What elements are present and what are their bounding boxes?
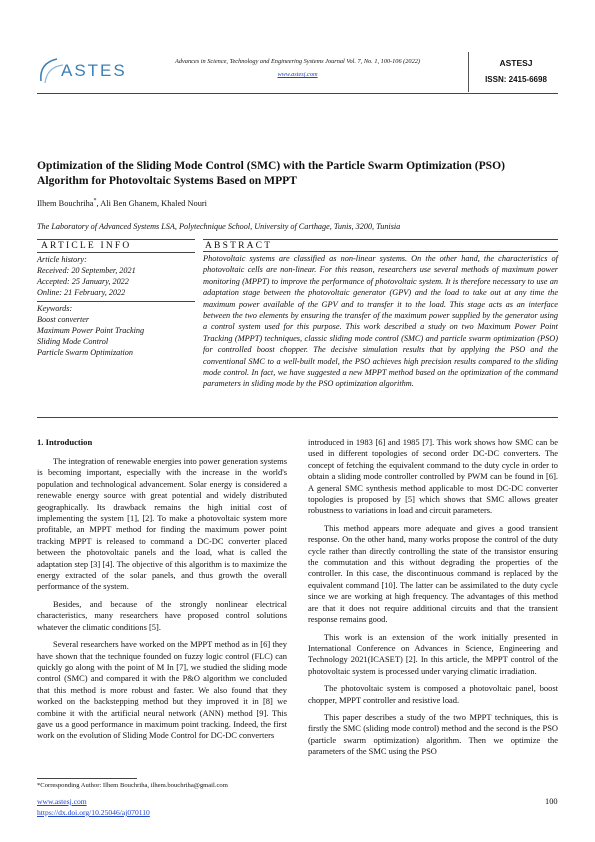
article-info-heading: ARTICLE INFO xyxy=(41,241,132,251)
paragraph: Besides, and because of the strongly nonlinear electrical characteristics, many researchers have proposed control solutions whatever the climatic conditions [5]. xyxy=(37,598,287,632)
history-line: Accepted: 25 January, 2022 xyxy=(37,277,129,286)
history-line: Article history: xyxy=(37,255,87,264)
paragraph: The photovoltaic system is composed a photovoltaic panel, boost chopper, MPPT controller and resistive load. xyxy=(308,683,558,705)
abstract-rule xyxy=(203,251,558,252)
journal-website-link[interactable]: www.astesj.com xyxy=(277,71,318,78)
paragraph: Several researchers have worked on the MPPT method as in [6] they have shown that the technique founded on fuzzy logic control (FLC) can quickly go along with the point of M In [7], we studied the sliding mode control (SMC) and compared it with the P&O algorithm we concluded that this method is more robust and faster. We also found that they worked on the backstepping method but they improved it in [8] we combine it with the artificial neural network (ANN) method [9]. This gave us a good performance in maximum point tracking. Indeed, the first work on the evolution of Sliding Mode Control for DC-DC converters xyxy=(37,639,287,741)
history-line: Received: 20 September, 2021 xyxy=(37,266,136,275)
paper-title: Optimization of the Sliding Mode Control (SMC) with the Particle Swarm Optimization (PSO) Algorithm for Photovoltaic Systems Based on MPPT xyxy=(37,159,506,187)
keyword-line: Particle Swarm Optimization xyxy=(37,348,133,357)
keywords xyxy=(37,301,195,358)
abstract-bottom-rule xyxy=(37,417,558,418)
author-rest: , Ali Ben Ghanem, Khaled Nouri xyxy=(96,198,207,208)
journal-citation: Advances in Science, Technology and Engineering Systems Journal Vol. 7, No. 1, 100-106 (2022) xyxy=(175,58,420,65)
right-column xyxy=(308,437,558,764)
logo-text: ASTES xyxy=(61,61,127,80)
keyword-line: Sliding Mode Control xyxy=(37,337,109,346)
page-number: 100 xyxy=(545,797,558,806)
article-info xyxy=(37,239,195,358)
paragraph: The integration of renewable energies into power generation systems is becoming important, especially with the increase in the world's population and technological advancement. Solar energy is considered a renewable energy source with great potential and widely distributed geographically. Its drawback remains the high initial cost of implementing the system [1], [2]. To make a photovoltaic system more profitable, an MPPT method for finding the maximum power point tracking MPPT is released to command a DC-DC converter placed between the photovoltaic panels and the load, what is called the adaptation step [3] [4]. The objective of this algorithm is to maximize the energy extracted of the solar panels, and thus growth the overall performance of the system. xyxy=(37,456,287,592)
abstract-heading: ABSTRACT xyxy=(205,241,273,251)
section-heading-introduction: 1. Introduction xyxy=(37,437,93,447)
paragraph: This method appears more adequate and gives a good transient response. On the other hand, many works propose the control of the duty cycle rather than directly controlling the state of the transistor ensuring the commutation and this without degrading the properties of the controller. In this case, the discontinuous command is replaced by the equivalent command [10]. The latter can be assimilated to the duty cycle since we are working at high frequency. The advantages of this method are that it does not require additional circuits and that the transient response remains good. xyxy=(308,522,558,625)
footnote-rule xyxy=(37,778,137,779)
journal-logo xyxy=(37,55,137,87)
journal-abbrev: ASTESJ xyxy=(499,58,533,68)
article-history xyxy=(37,252,195,298)
doi-link[interactable]: https://dx.doi.org/10.25046/aj070110 xyxy=(37,808,150,817)
abstract-header xyxy=(203,239,558,251)
author-star: * xyxy=(93,198,97,204)
footer-website-link[interactable]: www.astesj.com xyxy=(37,797,87,806)
abstract-text: Photovoltaic systems are classified as non-linear systems. On the other hand, the characteristics of photovoltaic cells are non-linear. For this reason, researchers use several methods of maximum power monitoring (MPPT) to improve the performance of photovoltaic system. It is therefore necessary to use an adaptation stage between the photovoltaic generator (GPV) and the load to take out at any time the maximum power available of the GPV and to transfer it to the load. This stage acts as an interface between the two elements by ensuring the transfer of the maximum power supplied by the generator using a control system used for this purpose. This work described a study on two Maximum Power Point Tracking (MPPT) techniques, classic sliding mode control (SMC) and particle swarm optimization (PSO) for controlled boost chopper. The decisive simulation results that by applying the PSO and the conventional SMC to a well-built model, the PSO achieves high precision results compared to the sliding mode control. In fact, we have suggested a new MPPT method based on the optimization of the command parameters in sliding mode by the PSO optimization algorithm. xyxy=(203,254,558,389)
author-first: Ilhem Bouchriha xyxy=(37,198,94,208)
paragraph: This work is an extension of the work initially presented in International Conference on Advances in Science, Engineering and Technology 2021(ICASET) [2]. In this article, the MPPT control of the photovoltaic system is processed under varying climatic irradiation. xyxy=(308,631,558,676)
corresponding-author-footnote: *Corresponding Author: Ilhem Bouchriha, ilhem.bouchriha@gmail.com xyxy=(37,782,228,789)
keyword-line: Maximum Power Point Tracking xyxy=(37,326,145,335)
authors xyxy=(37,198,207,208)
left-column xyxy=(37,456,287,748)
issn: ISSN: 2415-6698 xyxy=(485,75,547,84)
header-divider xyxy=(468,52,469,92)
affiliation: The Laboratory of Advanced Systems LSA, Polytechnique School, University of Carthage, Tunis, 3200, Tunisia xyxy=(37,222,401,231)
paragraph: introduced in 1983 [6] and 1985 [7]. This work shows how SMC can be used in different topologies of second order DC-DC converters. The concept of fetching the equivalent command to the duty cycle in order to obtain a sliding mode controller controlled by PWM can be found in [6]. A general SMC synthesis method applicable to most DC-DC converter topologies is proposed by [5] which shows that SMC allows greater robustness to variations in load and circuit parameters. xyxy=(308,437,558,516)
paragraph: This paper describes a study of the two MPPT techniques, this is firstly the SMC (sliding mode control) method and the second is the PSO (particle swarm optimization) algorithm. Then we optimize the parameters of the SMC using the PSO xyxy=(308,711,558,757)
keyword-line: Boost converter xyxy=(37,315,90,324)
keyword-line: Keywords: xyxy=(37,304,73,313)
header-rule xyxy=(37,93,558,94)
history-line: Online: 21 February, 2022 xyxy=(37,288,126,297)
